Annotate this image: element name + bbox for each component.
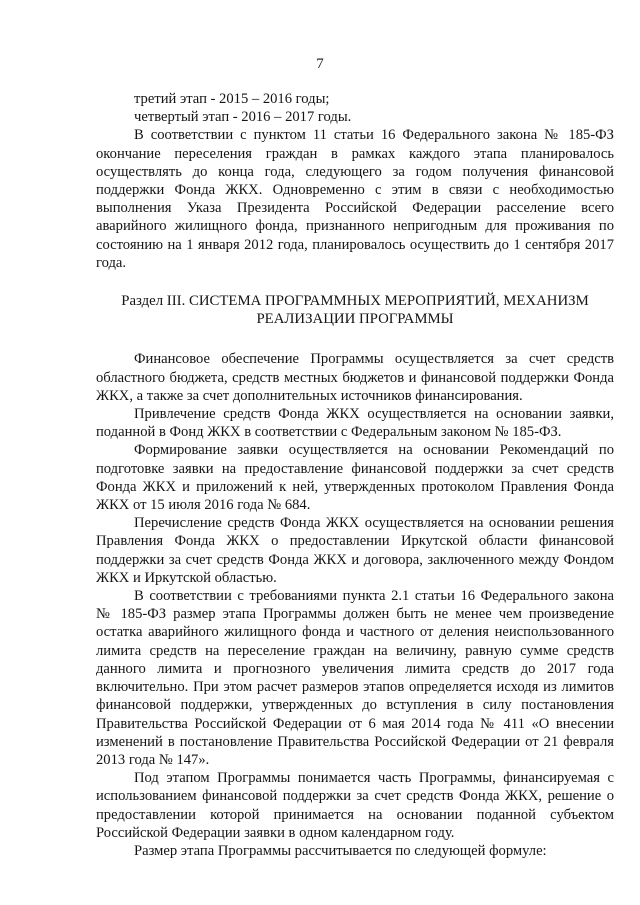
page-number: 7 (316, 56, 324, 72)
paragraph: Перечисление средств Фонда ЖКХ осуществляется на основании решения Правления Фонда ЖКХ о предоставлении Иркутской области финансовой поддержки за счет средств Фонда ЖКХ и договора, заключенного между Фондом ЖКХ и Иркутской областью. (96, 515, 614, 586)
section-title: Раздел III. СИСТЕМА ПРОГРАММНЫХ МЕРОПРИЯТИЙ, МЕХАНИЗМ РЕАЛИЗАЦИИ ПРОГРАММЫ (121, 293, 589, 328)
paragraph: Размер этапа Программы рассчитывается по следующей формуле: (134, 842, 547, 859)
intro-line: третий этап - 2015 – 2016 годы; (134, 91, 330, 107)
paragraph: Формирование заявки осуществляется на основании Рекомендаций по подготовке заявки на предоставление финансовой поддержки за счет средств Фонда ЖКХ и приложений к ней, утвержденных протоколом Правления Фонда ЖКХ от 15 июля 2016 года № 684. (96, 442, 614, 514)
paragraph: В соответствии с пунктом 11 статьи 16 Федерального закона № 185-ФЗ окончание переселения граждан в рамках каждого этапа планировалось осуществлять до конца года, следующего за годом получения финансовой поддержки Фонда ЖКХ. Одновременно с этим в связи с необходимостью выполнения Указа Президента Российской Федерации расселение всего аварийного жилищного фонда, признанного непригодным для проживания по состоянию на 1 января 2012 года, планировалось осуществить до 1 сентября 2017 года. (96, 127, 614, 271)
paragraph: Привлечение средств Фонда ЖКХ осуществляется на основании заявки, поданной в Фонд ЖКХ в соответствии с Федеральным законом № 185-ФЗ. (96, 406, 614, 441)
intro-line: четвертый этап - 2016 – 2017 годы. (134, 109, 352, 126)
paragraph: Финансовое обеспечение Программы осуществляется за счет средств областного бюджета, средств местных бюджетов и финансовой поддержки Фонда ЖКХ, а также за счет дополнительных источников финансирования. (96, 351, 614, 404)
document-body (96, 90, 614, 860)
paragraph: В соответствии с требованиями пункта 2.1 статьи 16 Федерального закона № 185-ФЗ размер этапа Программы должен быть не менее чем произведение остатка аварийного жилищного фонда и частного от деления неиспользованного лимита средств на переселение граждан на величину, равную сумме средств данного лимита и прогнозного увеличения лимита средств до 2017 года включительно. При этом расчет размеров этапов определяется исходя из лимитов финансовой поддержки, утвержденных до вступления в силу постановления Правительства Российской Федерации от 6 мая 2014 года № 411 «О внесении изменений в постановление Правительства Российской Федерации от 21 февраля 2013 года № 147». (96, 588, 614, 768)
paragraph: Под этапом Программы понимается часть Программы, финансируемая с использованием финансовой поддержки за счет средств Фонда ЖКХ, решение о предоставлении которой принимается на основании поданной субъектом Российской Федерации заявки в одном календарном году. (96, 770, 614, 841)
